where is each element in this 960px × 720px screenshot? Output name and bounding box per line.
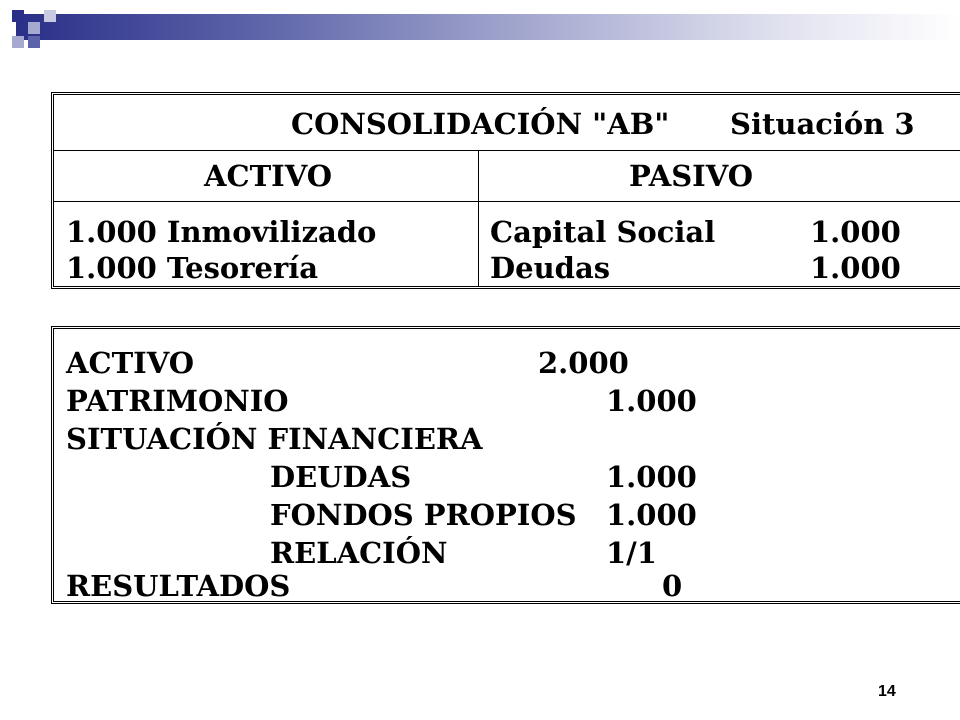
deco-square-dark bbox=[12, 10, 24, 22]
page-number: 14 bbox=[878, 683, 896, 700]
activo-row: 1.000 Tesorería bbox=[66, 251, 319, 285]
pasivo-row-value: 1.000 bbox=[810, 215, 901, 249]
situacion-label: SITUACIÓN FINANCIERA bbox=[66, 422, 483, 456]
deco-square-light bbox=[28, 22, 40, 34]
relacion-value: 1/1 bbox=[606, 536, 657, 570]
table-column-divider bbox=[478, 151, 479, 286]
fondos-value: 1.000 bbox=[606, 498, 697, 532]
situation-label: Situación 3 bbox=[730, 107, 915, 141]
deudas-label: DEUDAS bbox=[270, 460, 412, 494]
activo-value: 2.000 bbox=[538, 346, 629, 380]
pasivo-row-value: 1.000 bbox=[810, 251, 901, 285]
deudas-value: 1.000 bbox=[606, 460, 697, 494]
activo-header: ACTIVO bbox=[204, 159, 332, 193]
patrimonio-label: PATRIMONIO bbox=[66, 384, 289, 418]
deco-square-dark-2 bbox=[28, 36, 40, 48]
fondos-label: FONDOS PROPIOS bbox=[270, 498, 577, 532]
table-divider bbox=[54, 150, 960, 151]
table-divider bbox=[54, 201, 960, 202]
consolidation-table bbox=[51, 92, 960, 289]
patrimonio-value: 1.000 bbox=[606, 384, 697, 418]
table-title: CONSOLIDACIÓN "AB" bbox=[291, 107, 670, 141]
resultados-label: RESULTADOS bbox=[66, 569, 291, 603]
relacion-label: RELACIÓN bbox=[270, 536, 448, 570]
resultados-value: 0 bbox=[662, 569, 683, 603]
summary-table bbox=[51, 326, 960, 604]
pasivo-header: PASIVO bbox=[629, 159, 753, 193]
deco-square-mid bbox=[44, 10, 56, 22]
pasivo-row-label: Capital Social bbox=[490, 215, 716, 249]
activo-row: 1.000 Inmovilizado bbox=[66, 215, 377, 249]
deco-square-light-2 bbox=[12, 36, 24, 48]
pasivo-row-label: Deudas bbox=[490, 251, 611, 285]
header-gradient-bar bbox=[16, 14, 960, 40]
activo-label: ACTIVO bbox=[66, 346, 194, 380]
